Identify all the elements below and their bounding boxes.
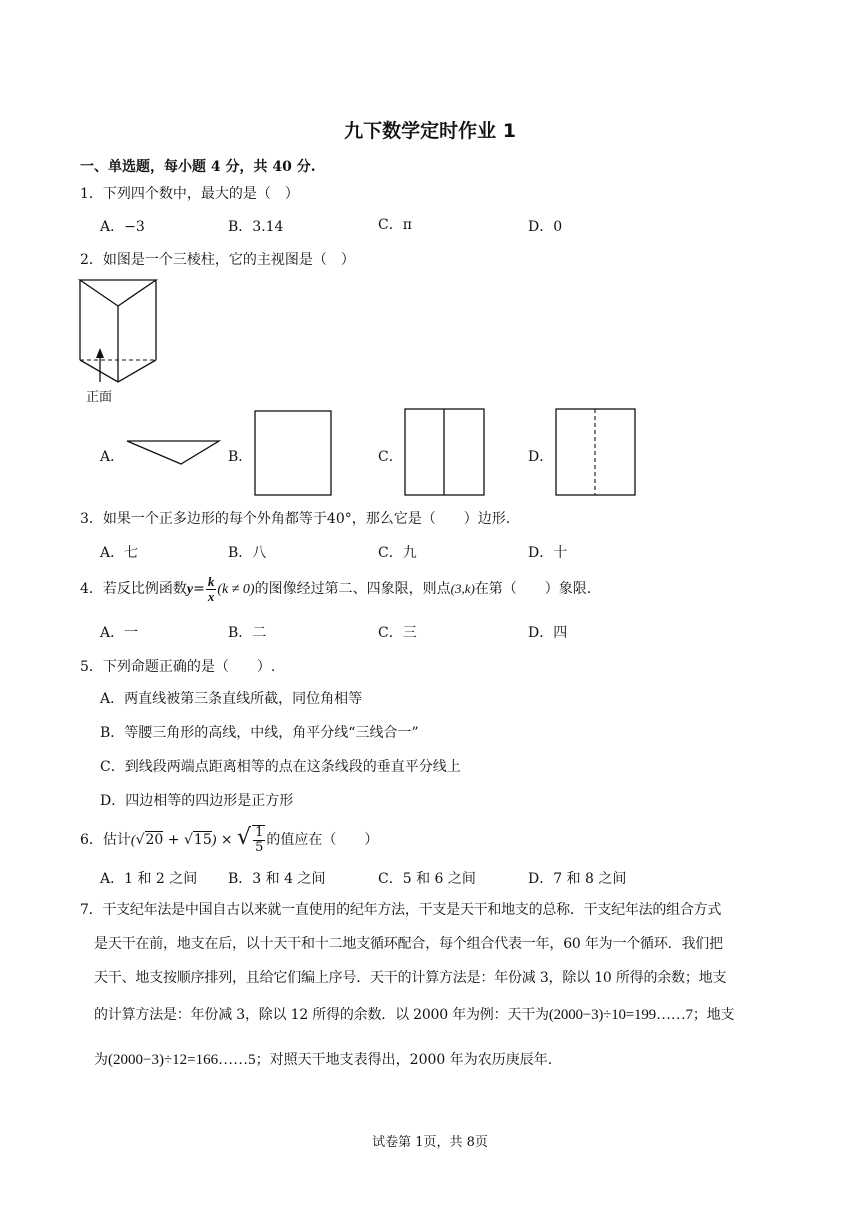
q7-line5-post: ；对照天干地支表得出，2000 年为农历庚辰年. [255,1052,553,1068]
q6-option-c[interactable]: C．5 和 6 之间 [378,871,476,887]
page-title: 九下数学定时作业 1 [344,120,516,142]
q6-times: × [216,832,238,848]
page-footer: 试卷第 1页，共 8页 [372,1135,488,1150]
question-4-stem [80,572,591,606]
q4-condition: (k ≠ 0) [217,582,255,597]
q4-x: x [207,588,215,604]
q4-y: y [186,582,194,597]
q3-option-c[interactable]: C．九 [378,545,417,561]
q6-option-d[interactable]: D．7 和 8 之间 [528,871,627,887]
q1-option-c[interactable]: C．π [378,217,412,233]
option-a-triangle [124,438,222,468]
q3-option-d[interactable]: D．十 [528,545,568,561]
q7-line-1: 7．干支纪年法是中国自古以来就一直使用的纪年方法，干支是天干和地支的总称．干支纪年法的组合方式 [80,902,722,918]
q6-text-pre: 6．估计 [80,832,131,848]
q6-den: 5 [255,840,264,855]
q6-text-post: 的值应在（ ） [266,832,379,848]
q1-option-d[interactable]: D．0 [528,219,563,235]
q7-line-3: 天干、地支按顺序排列，且给它们编上序号．天干的计算方法是：年份减 3，除以 10 所得的余数；地支 [94,970,727,986]
q5-option-a[interactable]: A．两直线被第三条直线所截，同位角相等 [100,691,363,707]
q4-text-pre: 4．若反比例函数 [80,581,187,597]
q4-option-b[interactable]: B．二 [228,625,267,641]
q4-equals: = [193,581,205,597]
question-2-stem: 2．如图是一个三棱柱，它的主视图是（ ） [80,252,355,268]
q4-fraction [206,575,217,604]
q7-line-4 [94,1008,734,1023]
q7-line5-pre: 为 [94,1052,108,1068]
q2-option-a[interactable]: A． [100,449,125,465]
q6-plus: + [163,832,184,848]
q7-line4-expr: (2000−3)÷10=199……7 [548,1007,693,1023]
q5-option-d[interactable]: D．四边相等的四边形是正方形 [100,793,294,809]
q6-sqrt-sign-3: √ [237,825,252,850]
q7-line5-expr: (2000−3)÷12=166……5 [108,1052,256,1068]
q4-text-mid: 的图像经过第二、四象限，则点 [254,581,451,597]
q2-option-c[interactable]: C． [378,449,403,465]
prism-figure [76,276,160,386]
option-d-rect-dashed [555,408,637,496]
q2-option-b[interactable]: B． [228,449,253,465]
q4-point: (3,k) [450,581,475,596]
q3-option-b[interactable]: B．八 [228,545,267,561]
q4-text-post: 在第（ ）象限. [474,581,592,597]
q7-line4-post: ；地支 [692,1007,735,1023]
q6-paren-open: ( [130,833,136,848]
question-6-stem [80,818,378,858]
q6-fraction [252,825,265,855]
q1-option-b[interactable]: B．3.14 [228,219,284,235]
q6-sqrt-sign-2: √ [183,832,193,848]
question-3-stem: 3．如果一个正多边形的每个外角都等于40°，那么它是（ ）边形. [80,511,511,527]
q5-option-c[interactable]: C．到线段两端点距离相等的点在这条线段的垂直平分线上 [100,759,461,775]
q7-line-2: 是天干在前，地支在后，以十天干和十二地支循环配合，每个组合代表一年，60 年为一个循环．我们把 [94,936,723,952]
q5-option-b[interactable]: B．等腰三角形的高线，中线，角平分线“三线合一” [100,725,419,741]
q6-num: 1 [255,825,264,840]
option-b-square [254,410,334,496]
q7-line-5 [94,1053,552,1068]
q6-sqrt-15: 15 [193,832,212,848]
q1-option-a[interactable]: A．−3 [100,219,145,235]
q4-option-a[interactable]: A．一 [100,625,139,641]
question-1-stem: 1．下列四个数中，最大的是（ ） [80,186,299,202]
q2-option-d[interactable]: D． [528,449,554,465]
q3-option-a[interactable]: A．七 [100,545,139,561]
q6-sqrt-20: 20 [145,832,164,848]
q6-option-b[interactable]: B．3 和 4 之间 [228,871,326,887]
q6-paren-close: ) [211,833,217,848]
front-label: 正面 [86,390,113,405]
question-5-stem: 5．下列命题正确的是（ ）. [80,659,276,675]
option-c-rect-solid [404,408,486,496]
q6-sqrt-sign: √ [135,832,145,848]
q4-option-d[interactable]: D．四 [528,625,568,641]
q6-option-a[interactable]: A．1 和 2 之间 [100,871,198,887]
q4-option-c[interactable]: C．三 [378,625,417,641]
q4-k: k [207,573,215,589]
q7-line4-pre: 的计算方法是：年份减 3，除以 12 所得的余数．以 2000 年为例：天干为 [94,1007,549,1023]
section-heading: 一、单选题，每小题 4 分，共 40 分. [80,159,316,175]
